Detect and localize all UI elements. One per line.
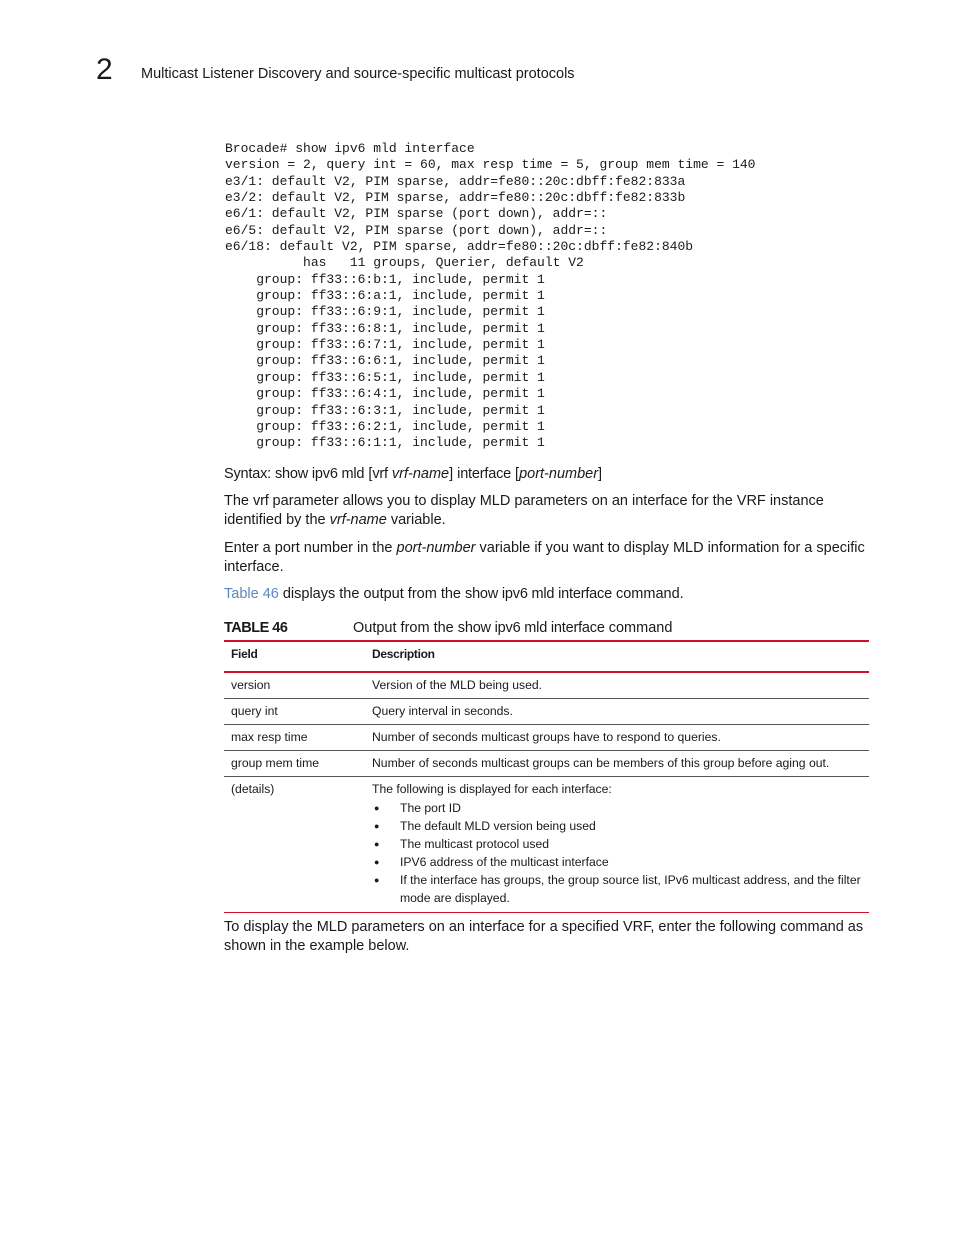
syntax-vrf-keyword: vrf: [372, 466, 388, 482]
vrf-name-variable: vrf-name: [329, 512, 387, 528]
list-item: ● The default MLD version being used: [372, 817, 862, 835]
text: Enter a port number in the: [224, 540, 397, 556]
field-cell: query int: [224, 699, 365, 725]
field-cell: group mem time: [224, 751, 365, 777]
text: command: [604, 620, 673, 636]
table-header-row: [224, 641, 869, 672]
details-list: [372, 799, 862, 907]
mld-interface-fields-table: [224, 640, 869, 913]
port-number-paragraph: [224, 539, 869, 577]
list-item: ● The multicast protocol used: [372, 835, 862, 853]
table-row: [224, 751, 869, 777]
field-cell: (details): [224, 777, 365, 913]
table-46-link[interactable]: Table 46: [224, 586, 279, 602]
syntax-vrf-variable: vrf-name: [391, 466, 450, 482]
field-cell: version: [224, 672, 365, 699]
table-row: [224, 672, 869, 699]
text: The: [224, 493, 254, 509]
chapter-number: 2: [96, 53, 113, 86]
syntax-port-variable: port-number: [519, 466, 599, 482]
syntax-bracket: [: [515, 466, 520, 482]
table-caption: [224, 618, 869, 638]
list-item: ● IPV6 address of the multicast interface: [372, 853, 862, 871]
column-header-field: Field: [224, 641, 365, 672]
text: parameter allows you to display MLD parameters on an interface for the VRF instance identified by the: [224, 493, 824, 528]
description-cell: Version of the MLD being used.: [365, 672, 869, 699]
port-number-variable: port-number: [396, 540, 476, 556]
list-item: ● The port ID: [372, 799, 862, 817]
description-cell: Number of seconds multicast groups have to respond to queries.: [365, 725, 869, 751]
cli-output: Brocade# show ipv6 mld interface version = 2, query int = 60, max resp time = 5, group mem time = 140 e3/1: default V2, PIM sparse, addr=fe80::20c:dbff:fe82:833a e3/2: default V2, PIM sparse, addr=fe80::20c:dbff:fe82:833b e6/1: default V2, PIM sparse (port down), addr=:: e6/5: default V2, PIM sparse (port down), addr=:: e6/18: default V2, PIM sparse, addr=fe80::20c:dbff:fe82:840b has 11 groups, Querier, default V2 group: ff33::6:b:1, include, permit 1 group: ff33::6:a:1, include, permit 1 group: ff33::6:9:1, include, permit 1 group: ff33::6:8:1, include, permit 1 group: ff33::6:7:1, include, permit 1 group: ff33::6:6:1, include, permit 1 group: ff33::6:5:1, include, permit 1 group: ff33::6:4:1, include, permit 1 group: ff33::6:3:1, include, permit 1 group: ff33::6:2:1, include, permit 1 group: ff33::6:1:1, include, permit 1: [225, 141, 756, 451]
syntax-bracket: [: [368, 466, 373, 482]
syntax-command: show ipv6 mld: [275, 466, 365, 482]
vrf-parameter-paragraph: [224, 492, 869, 530]
field-cell: max resp time: [224, 725, 365, 751]
syntax-bracket: ]: [449, 466, 454, 482]
text: Output from the: [353, 620, 458, 636]
syntax-line: [224, 464, 602, 484]
text: variable.: [386, 512, 446, 528]
table-row: [224, 699, 869, 725]
command-keyword: show ipv6 mld interface: [457, 620, 605, 636]
syntax-bracket: ]: [598, 466, 603, 482]
table-label: TABLE 46: [224, 620, 288, 636]
text: displays the output from the: [278, 586, 466, 602]
description-cell: [365, 777, 869, 913]
list-item: ● If the interface has groups, the group source list, IPv6 multicast address, and the filter mode are displayed.: [372, 871, 862, 907]
table-reference-paragraph: [224, 585, 869, 604]
syntax-interface-keyword: interface: [457, 466, 511, 482]
vrf-keyword: vrf: [253, 493, 269, 509]
column-header-description: Description: [365, 641, 869, 672]
text: command.: [611, 586, 684, 602]
vrf-example-paragraph: To display the MLD parameters on an interface for a specified VRF, enter the following command as shown in the example below.: [224, 919, 864, 954]
text: variable if you want to display MLD information for a specific interface.: [224, 540, 865, 575]
details-intro: The following is displayed for each interface:: [372, 782, 612, 796]
syntax-label: Syntax:: [224, 466, 271, 482]
description-cell: Number of seconds multicast groups can be members of this group before aging out.: [365, 751, 869, 777]
table-row: [224, 725, 869, 751]
description-cell: Query interval in seconds.: [365, 699, 869, 725]
running-title: Multicast Listener Discovery and source-specific multicast protocols: [141, 66, 575, 82]
command-keyword: show ipv6 mld interface: [465, 586, 612, 602]
table-row: [224, 777, 869, 913]
